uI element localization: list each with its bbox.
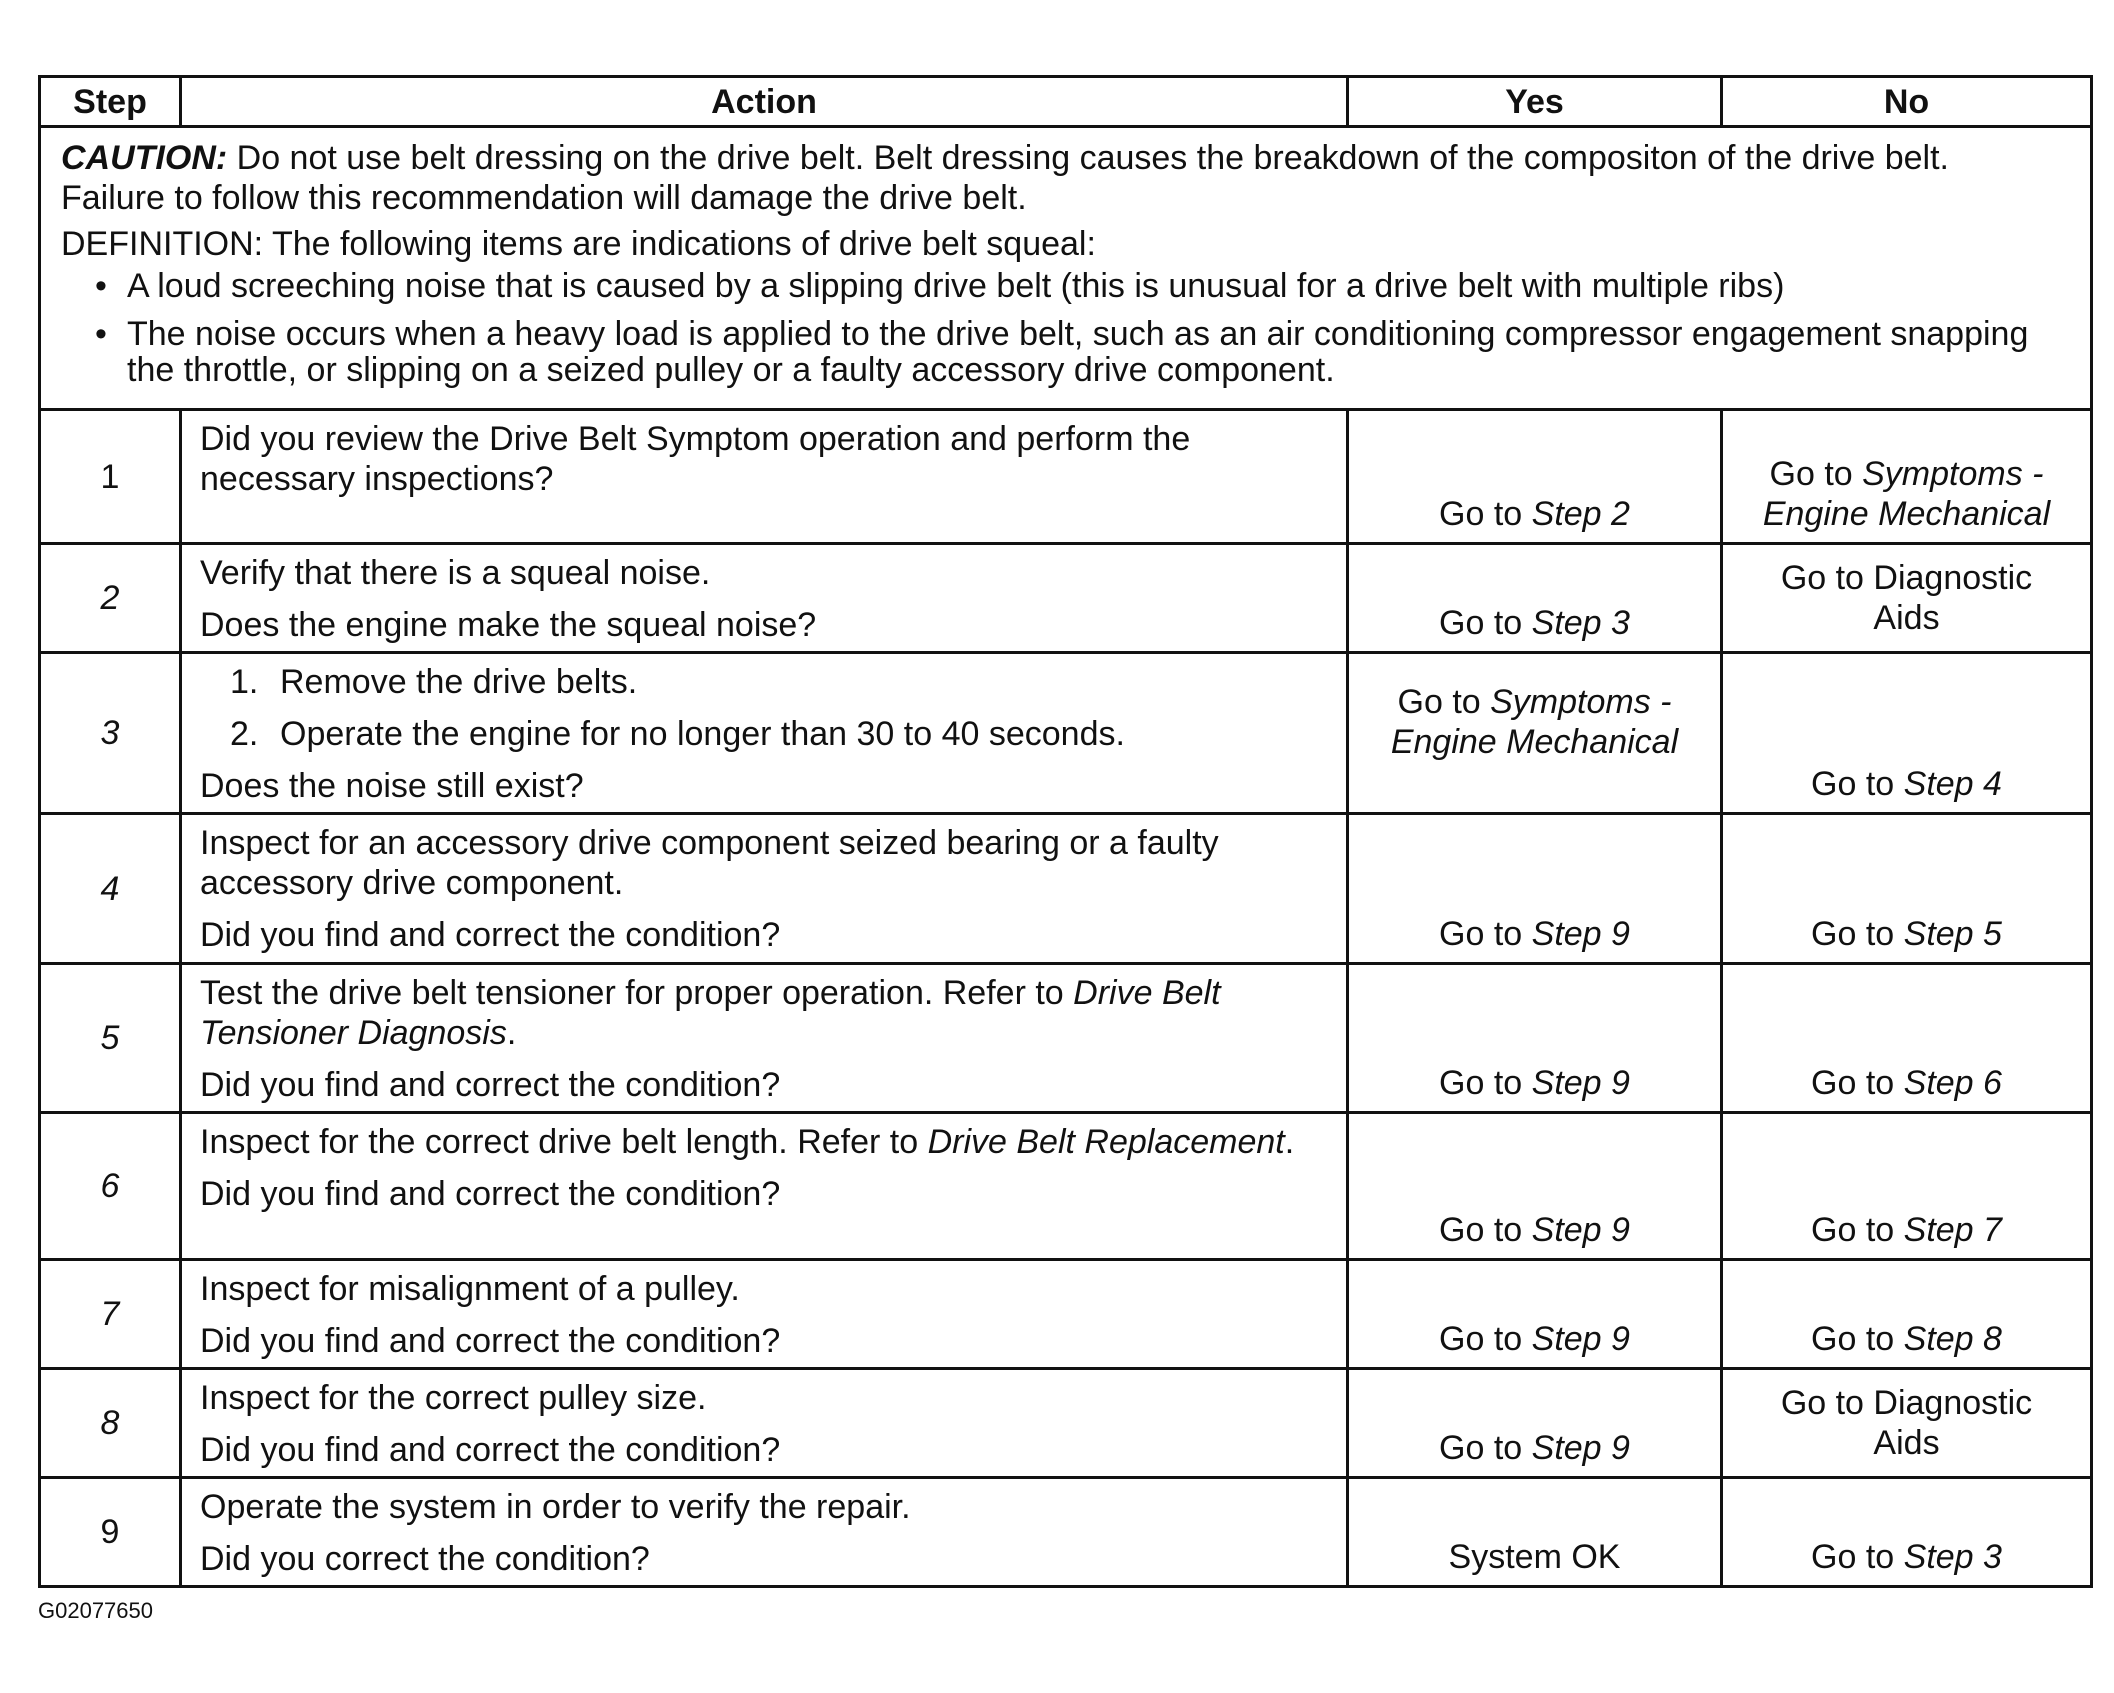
- question-text: Did you find and correct the condition?: [200, 1431, 781, 1469]
- action-prefix: Inspect for the correct drive belt length. Refer to: [200, 1123, 928, 1161]
- question-text: Does the engine make the squeal noise?: [200, 606, 817, 644]
- no-ref: Step 6: [1903, 1064, 2002, 1102]
- header-yes: Yes: [1348, 77, 1722, 127]
- sub-step-text: Operate the engine for no longer than 30 to 40 seconds.: [280, 715, 1125, 753]
- no-cell: [1722, 1369, 2092, 1478]
- step-number: 2: [40, 544, 181, 653]
- no-prefix: Go to: [1811, 1538, 1904, 1576]
- no-cell: [1722, 1260, 2092, 1369]
- question-text: Did you find and correct the condition?: [200, 916, 781, 954]
- action-ref: Drive Belt Tensioner Diagnosis: [200, 974, 1221, 1052]
- yes-prefix: Go to: [1439, 1211, 1532, 1249]
- action-cell: [181, 653, 1348, 814]
- step-number: 6: [40, 1113, 181, 1260]
- action-text: Operate the system in order to verify the repair.: [200, 1488, 911, 1526]
- yes-cell: [1348, 1478, 1722, 1587]
- no-prefix: Go to: [1769, 455, 1863, 493]
- caution-label: CAUTION:: [61, 139, 228, 177]
- action-text: Inspect for the correct pulley size.: [200, 1379, 707, 1417]
- yes-prefix: Go to: [1439, 915, 1532, 953]
- step-number: 7: [40, 1260, 181, 1369]
- no-cell: [1722, 653, 2092, 814]
- sub-step-text: Remove the drive belts.: [280, 663, 638, 701]
- step-number: 1: [40, 410, 181, 544]
- action-ref: Drive Belt Replacement: [927, 1123, 1285, 1161]
- no-cell: [1722, 1478, 2092, 1587]
- header-step: Step: [40, 77, 181, 127]
- step-row-6: [40, 1113, 2092, 1260]
- no-text: Go to Diagnostic Aids: [1780, 559, 2033, 637]
- definition-item: [61, 268, 2070, 304]
- yes-ref: Step 9: [1531, 1429, 1630, 1467]
- yes-prefix: Go to: [1397, 683, 1491, 721]
- yes-ref: Step 9: [1531, 1211, 1630, 1249]
- step-number: 3: [40, 653, 181, 814]
- step-row-7: [40, 1260, 2092, 1369]
- yes-cell: [1348, 544, 1722, 653]
- step-number: 4: [40, 814, 181, 964]
- step-number: 5: [40, 964, 181, 1113]
- yes-ref: Symptoms - Engine Mechanical: [1390, 683, 1679, 761]
- bullet-icon: •: [95, 315, 107, 353]
- definition-item-text: A loud screeching noise that is caused by a slipping drive belt (this is unusual for a drive belt with multiple ribs): [127, 267, 1785, 305]
- step-row-2: [40, 544, 2092, 653]
- intro-cell: [40, 127, 2092, 410]
- step-row-8: [40, 1369, 2092, 1478]
- no-ref: Step 3: [1903, 1538, 2002, 1576]
- yes-ref: Step 9: [1531, 1064, 1630, 1102]
- no-cell: [1722, 814, 2092, 964]
- action-prefix: Test the drive belt tensioner for proper operation. Refer to: [200, 974, 1074, 1012]
- step-row-3: [40, 653, 2092, 814]
- sub-step-item: [200, 662, 1328, 702]
- action-text: [200, 973, 1328, 1053]
- yes-prefix: Go to: [1439, 495, 1532, 533]
- action-text: Did you review the Drive Belt Symptom operation and perform the necessary inspections?: [200, 420, 1191, 498]
- action-suffix: .: [506, 1014, 517, 1052]
- header-action: Action: [181, 77, 1348, 127]
- no-ref: Symptoms - Engine Mechanical: [1762, 455, 2051, 533]
- figure-id: G02077650: [38, 1598, 153, 1623]
- yes-ref: Step 2: [1531, 495, 1630, 533]
- action-text: Inspect for misalignment of a pulley.: [200, 1270, 740, 1308]
- diagnostic-table: [38, 75, 2093, 1588]
- yes-ref: Step 9: [1531, 915, 1630, 953]
- no-prefix: Go to: [1811, 765, 1904, 803]
- action-cell: [181, 544, 1348, 653]
- yes-prefix: Go to: [1439, 604, 1532, 642]
- yes-prefix: Go to: [1439, 1429, 1532, 1467]
- no-ref: Step 5: [1903, 915, 2002, 953]
- yes-ref: Step 3: [1531, 604, 1630, 642]
- yes-cell: [1348, 410, 1722, 544]
- no-ref: Step 7: [1903, 1211, 2002, 1249]
- caution-text-2: Failure to follow this recommendation will damage the drive belt.: [61, 179, 1027, 217]
- definition-item-text: The noise occurs when a heavy load is applied to the drive belt, such as an air conditioning compressor engagement snapping the throttle, or slipping on a seized pulley or a faulty accessory drive component.: [127, 315, 2029, 389]
- question-text: Does the noise still exist?: [200, 767, 584, 805]
- no-cell: [1722, 964, 2092, 1113]
- action-cell: [181, 1369, 1348, 1478]
- sub-step-list: [200, 662, 1328, 754]
- step-row-1: [40, 410, 2092, 544]
- no-prefix: Go to: [1811, 1211, 1904, 1249]
- yes-cell: [1348, 814, 1722, 964]
- caution-paragraph: [61, 138, 2070, 178]
- sub-step-number: 2.: [230, 715, 259, 753]
- no-prefix: Go to: [1811, 1064, 1904, 1102]
- yes-prefix: Go to: [1439, 1320, 1532, 1358]
- no-ref: Step 4: [1903, 765, 2002, 803]
- definition-list: [61, 268, 2070, 388]
- caution-text: Do not use belt dressing on the drive belt. Belt dressing causes the breakdown of the compositon of the drive belt.: [227, 139, 1949, 177]
- no-text: Go to Diagnostic Aids: [1780, 1384, 2033, 1462]
- yes-cell: [1348, 1369, 1722, 1478]
- step-number: 8: [40, 1369, 181, 1478]
- step-row-4: [40, 814, 2092, 964]
- intro-row: [40, 127, 2092, 410]
- action-text: Verify that there is a squeal noise.: [200, 554, 711, 592]
- question-text: Did you correct the condition?: [200, 1540, 650, 1578]
- yes-cell: [1348, 964, 1722, 1113]
- yes-cell: [1348, 1260, 1722, 1369]
- sub-step-number: 1.: [230, 663, 259, 701]
- action-cell: [181, 1113, 1348, 1260]
- yes-prefix: Go to: [1439, 1064, 1532, 1102]
- question-text: Did you find and correct the condition?: [200, 1066, 781, 1104]
- no-cell: [1722, 1113, 2092, 1260]
- step-number: 9: [40, 1478, 181, 1587]
- action-suffix: .: [1284, 1123, 1295, 1161]
- action-cell: [181, 1478, 1348, 1587]
- no-prefix: Go to: [1811, 1320, 1904, 1358]
- table-header-row: [40, 77, 2092, 127]
- yes-cell: [1348, 653, 1722, 814]
- action-cell: [181, 964, 1348, 1113]
- definition-item: [61, 316, 2070, 388]
- yes-ref: Step 9: [1531, 1320, 1630, 1358]
- sub-step-item: [200, 714, 1328, 754]
- bullet-icon: •: [95, 267, 107, 305]
- definition-text: DEFINITION: The following items are indications of drive belt squeal:: [61, 225, 1096, 263]
- no-ref: Step 8: [1903, 1320, 2002, 1358]
- action-text: Inspect for an accessory drive component seized bearing or a faulty accessory drive component.: [200, 824, 1219, 902]
- header-no: No: [1722, 77, 2092, 127]
- action-cell: [181, 1260, 1348, 1369]
- action-cell: [181, 814, 1348, 964]
- action-text: [200, 1122, 1328, 1162]
- yes-text: System OK: [1448, 1538, 1621, 1576]
- step-row-9: [40, 1478, 2092, 1587]
- yes-cell: [1348, 1113, 1722, 1260]
- step-row-5: [40, 964, 2092, 1113]
- no-cell: [1722, 544, 2092, 653]
- question-text: Did you find and correct the condition?: [200, 1175, 781, 1213]
- action-cell: [181, 410, 1348, 544]
- question-text: Did you find and correct the condition?: [200, 1322, 781, 1360]
- no-prefix: Go to: [1811, 915, 1904, 953]
- no-cell: [1722, 410, 2092, 544]
